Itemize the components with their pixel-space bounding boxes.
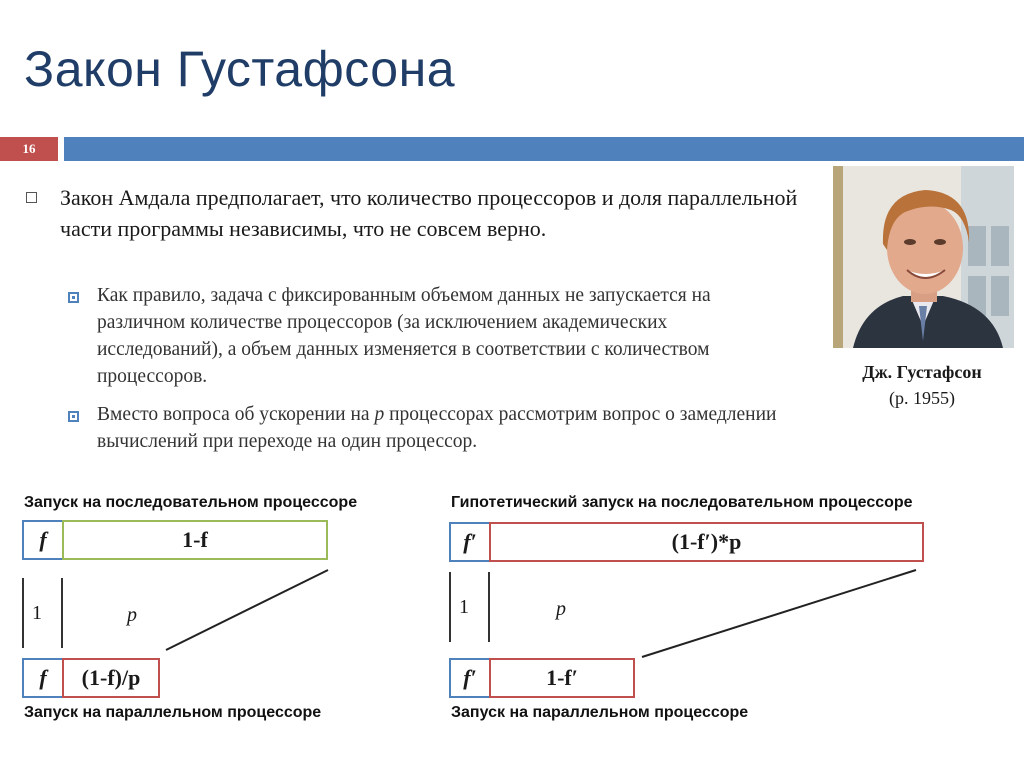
right-one-label: 1 <box>459 596 469 618</box>
slide-number: 16 <box>0 137 58 161</box>
right-bottom-f-text: f′ <box>463 665 477 690</box>
left-connector-line <box>166 570 328 650</box>
left-one-label: 1 <box>32 602 42 624</box>
left-p-label: p <box>127 604 137 626</box>
left-top-f-text: f <box>39 527 47 552</box>
right-top-rest-text: (1-f′)*p <box>671 529 742 554</box>
right-bottom-label: Запуск на параллельном процессоре <box>451 704 749 721</box>
left-bottom-rest-text: (1-f)/p <box>81 665 141 690</box>
main-bullet-text: Закон Амдала предполагает, что количество процессоров и доля параллельной части программы независимы, что не совсем верно. <box>60 185 798 241</box>
right-bottom-rest-text: 1-f′ <box>546 665 578 690</box>
sub-bullet-2-prefix: Вместо вопроса об ускорении на <box>97 404 375 425</box>
right-connector-line <box>642 570 916 657</box>
sub-bullet-2-var: p <box>374 404 385 425</box>
left-top-rest-text: 1-f <box>182 527 208 552</box>
left-bottom-f-text: f <box>39 665 47 690</box>
portrait-caption-name: Дж. Густафсон <box>862 362 982 382</box>
right-p-label: p <box>556 598 566 620</box>
left-bottom-label: Запуск на параллельном процессоре <box>24 704 322 721</box>
page-title: Закон Густафсона <box>24 41 455 97</box>
portrait-caption-year: (р. 1955) <box>889 388 955 408</box>
left-top-label: Запуск на последовательном процессоре <box>24 494 358 511</box>
right-top-label: Гипотетический запуск на последовательном процессоре <box>451 494 913 511</box>
right-top-f-text: f′ <box>463 529 477 554</box>
sub-bullet-1-text: Как правило, задача с фиксированным объемом данных не запускается на различном количестве процессоров (за исключением академических исследований), а объем данных изменяется в соответствии с количеством процессоров. <box>97 285 711 387</box>
sub-bullet-2-suffix: процессорах рассмотрим вопрос о замедлении вычислений при переходе на один процессор. <box>97 404 777 452</box>
